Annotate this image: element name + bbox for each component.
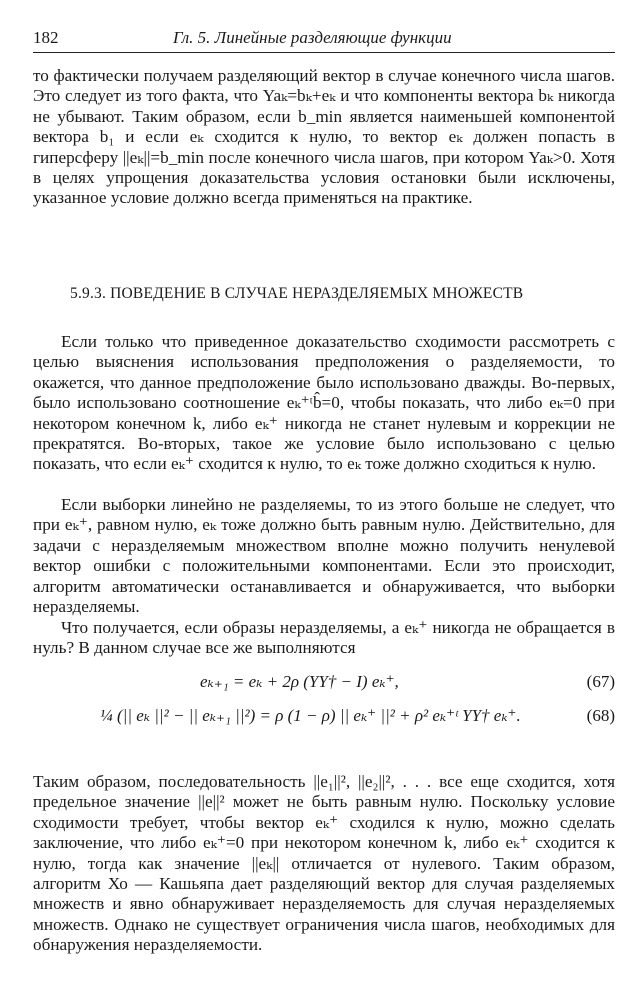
paragraph-3: Если выборки линейно не разделяемы, то из этого больше не следует, что при eₖ⁺, равном нулю, eₖ тоже должно быть равным нулю. Действительно, для задачи с неразделяемым множеством вполне можно получить ненулевой вектор ошибки с положительными компонентами. Если это происходит, алгоритм автоматически останавливается и обнаруживается, что выборки неразделяемы. [33, 495, 615, 617]
equation-formula: ¼ (|| eₖ ||² − || eₖ₊₁ ||²) = ρ (1 − ρ) || eₖ⁺ ||² + ρ² eₖ⁺ᵗ YY† eₖ⁺. [100, 706, 521, 725]
page-number: 182 [33, 28, 59, 47]
section-title: 5.9.3. ПОВЕДЕНИЕ В СЛУЧАЕ НЕРАЗДЕЛЯЕМЫХ МНОЖЕСТВ [70, 285, 524, 302]
page-header [33, 26, 615, 53]
paragraph-4: Что получается, если образы неразделяемы, а eₖ⁺ никогда не обращается в нуль? В данном случае все же выполняются [33, 618, 615, 658]
equation-68 [100, 706, 615, 732]
paragraph-5: Таким образом, последовательность ||e₁||², ||e₂||², . . . все еще сходится, хотя предельное значение ||e||² может не быть равным нулю. Поскольку условие сходимости требует, чтобы вектор eₖ⁺ сходился к нулю, можно сделать заключение, что либо eₖ⁺=0 при некотором конечном k, либо eₖ⁺ сходится к нулю, тогда как значение ||eₖ|| отличается от нулевого. Таким образом, алгоритм Хо — Кашьяпа дает разделяющий вектор для случая разделяемых множеств и явно обнаруживает неразделяемость для случая неразделяемых множеств. Однако не существует ограничения числа шагов, необходимых для обнаружения неразделяемости. [33, 772, 615, 955]
paragraph-2: Если только что приведенное доказательство сходимости рассмотреть с целью выяснения использования предположения о разделяемости, то окажется, что данное предположение было использовано дважды. Во-первых, было использовано соотношение eₖ⁺ᵗb̂=0, чтобы показать, что либо eₖ=0 при некотором конечном k, либо eₖ⁺ никогда не станет нулевым и коррекции не прекратятся. Во-вторых, такое же условие было использовано с целью показать, что если eₖ⁺ сходится к нулю, то eₖ тоже должно сходиться к нулю. [33, 332, 615, 474]
paragraph-1: то фактически получаем разделяющий вектор в случае конечного числа шагов. Это следует из того факта, что Yaₖ=bₖ+eₖ и что компоненты вектора bₖ никогда не убывают. Таким образом, если b_min является наименьшей компонентой вектора b₁ и если eₖ сходится к нулю, то вектор eₖ должен попасть в гиперсферу ||eₖ||=b_min после конечного числа шагов, при котором Yaₖ>0. Хотя в целях упрощения доказательства условия остановки были исключены, указанное условие должно всегда применяться на практике. [33, 66, 615, 208]
equation-formula: eₖ₊₁ = eₖ + 2ρ (YY† − I) eₖ⁺, [200, 672, 399, 691]
equation-number: (68) [586, 706, 615, 725]
equation-number: (67) [586, 672, 615, 691]
running-title: Гл. 5. Линейные разделяющие функции [173, 28, 452, 47]
equation-67 [100, 672, 615, 698]
